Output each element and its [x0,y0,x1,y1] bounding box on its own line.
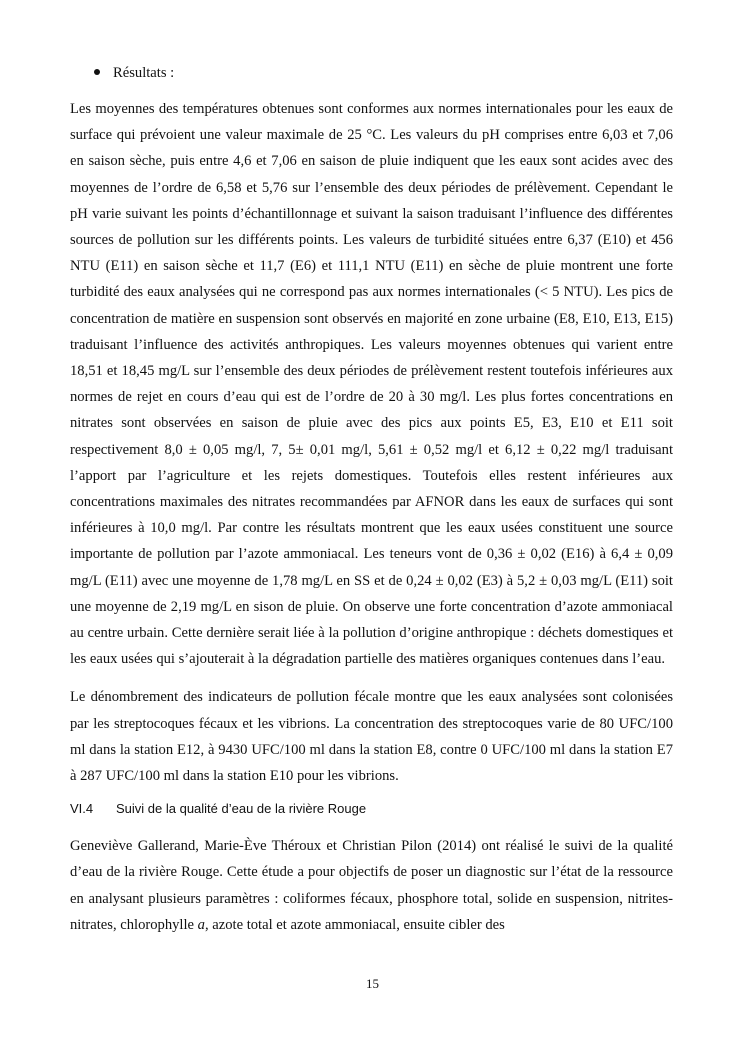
fecal-pollution-paragraph: Le dénombrement des indicateurs de pollution fécale montre que les eaux analysées sont colonisées par les streptocoques fécaux et les vibrions. La concentration des streptocoques varie de 80 UFC/100 ml dans la station E12, à 9430 UFC/100 ml dans la station E8, contre 0 UFC/100 ml dans la station E7 à 287 UFC/100 ml dans la station E10 pour les vibrions. [70,689,673,785]
page-number: 15 [366,976,379,991]
document-page [70,60,673,938]
section-title: Suivi de la qualité d’eau de la rivière Rouge [116,801,367,817]
results-bullet-label: Résultats : [113,65,175,81]
rouge-river-text-start: Geneviève Gallerand, Marie-Ève Théroux et Christian Pilon (2014) ont réalisé le suivi de la qualité d’eau de la rivière Rouge. Cette étude a pour objectifs de poser un diagnostic sur l’état de la ressource en analysant plusieurs paramètres : coliformes fécaux, phosphore total, solide en suspension, nitrites-nitrates, chlorophylle [70,838,673,933]
section-heading [70,797,673,821]
rouge-river-paragraph [70,833,673,938]
results-paragraph: Les moyennes des températures obtenues sont conformes aux normes internationales pour les eaux de surface qui prévoient une valeur maximale de 25 °C. Les valeurs du pH comprises entre 6,03 et 7,06 en saison sèche, puis entre 4,6 et 7,06 en saison de pluie indiquent que les eaux sont acides avec des moyennes de l’ordre de 6,58 et 5,76 sur l’ensemble des deux périodes de prélèvement. Cependant le pH varie suivant les points d’échantillonnage et suivant la saison traduisant l’influence des différentes sources de pollution sur les différents points. Les valeurs de turbidité situées entre 6,37 (E10) et 456 NTU (E11) en saison sèche et 11,7 (E6) et 111,1 NTU (E11) en sèche de pluie montrent une forte turbidité des eaux analysées qui ne correspond pas aux normes internationales (< 5 NTU). Les pics de concentration de matière en suspension sont observés en majorité en zone urbaine (E8, E10, E13, E15) traduisant l’influence des activités anthropiques. Les valeurs moyennes obtenues qui varient entre 18,51 et 18,45 mg/L sur l’ensemble des deux périodes de prélèvement restent toutefois inférieures aux normes de rejet en cours d’eau qui est de l’ordre de 20 à 30 mg/l. Les plus fortes concentrations en nitrates sont observées en saison de pluie avec des pics aux points E5, E3, E10 et E11 soit respectivement 8,0 ± 0,05 mg/l, 7, 5± 0,01 mg/l, 5,61 ± 0,52 mg/l et 6,12 ± 0,22 mg/l traduisant l’apport par l’agriculture et les rejets domestiques. Toutefois elles restent inférieures aux concentrations maximales des nitrates recommandées par AFNOR dans les eaux de surfaces qui sont inférieures à 10,0 mg/l. Par contre les résultats montrent que les eaux usées constituent une source importante de pollution par l’azote ammoniacal. Les teneurs vont de 0,36 ± 0,02 (E16) à 6,4 ± 0,09 mg/L (E11) avec une moyenne de 1,78 mg/L en SS et de 0,24 ± 0,02 (E3) à 5,2 ± 0,03 mg/L (E11) soit une moyenne de 2,19 mg/L en sison de pluie. On observe une forte concentration d’azote ammoniacal au centre urbain. Cette dernière serait liée à la pollution d’origine anthropique : déchets domestiques et les eaux usées qui s’ajouterait à la dégradation partielle des matières organiques contenues dans l’eau. [70,101,673,668]
section-number: VI.4 [70,801,94,817]
chlorophyll-italic-letter: a [197,916,205,933]
rouge-river-text-end: , azote total et azote ammoniacal, ensuite cibler des [204,916,505,933]
results-bullet-item [94,60,673,86]
bullet-icon [94,69,100,75]
